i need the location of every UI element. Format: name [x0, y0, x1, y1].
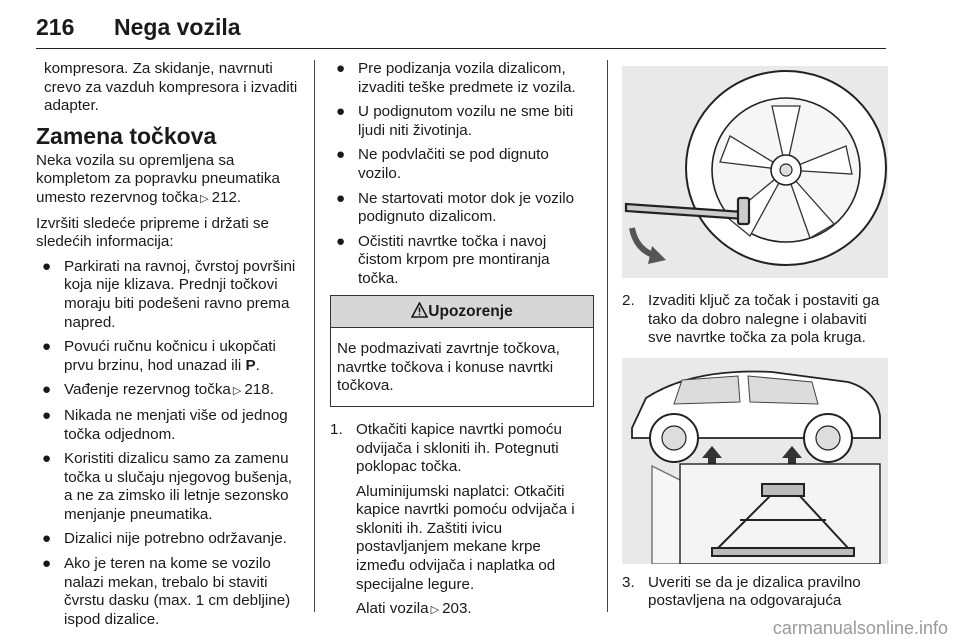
list-item: ● Pre podizanja vozila dizalicom, izvaditi teške predmete iz vozila. [336, 60, 576, 96]
step-item: 2. Izvaditi ključ za točak i postaviti ga tako da dobro nalegne i olabaviti sve navrtke točka za pola kruga. [622, 292, 880, 347]
list-item: ● Ako je teren na kome se vozilo nalazi mekan, trebalo bi staviti čvrstu dasku (max. 1 cm debljine) ispod dizalice. [42, 555, 291, 628]
jack-lifting-illustration [622, 358, 888, 564]
list-item: ● Koristiti dizalicu samo za zamenu točka u slučaju njegovog bušenja, a ne za zimsko ili letnje sezonsko menjanje pneumatika. [42, 450, 292, 523]
list-item: ● Povući ručnu kočnicu i ukopčati prvu brzinu, hod unazad ili P. [42, 338, 276, 374]
page-title: Nega vozila [114, 14, 241, 40]
column-middle [330, 60, 594, 626]
step-item: 1. Otkačiti kapice navrtki pomoću odvijača i skloniti ih. Potegnuti poklopac točka. Aluminijumski naplatci: Otkačiti kapice navrtki pomoću odvijača i skloniti ih. Zaštiti ivicu postavljanjem mekane krpe između odvijača i naplatka od specijalne legure. Alati vozila▷ 203. [330, 421, 594, 620]
page-reference[interactable]: ▷ 203. [429, 600, 472, 617]
column-right [622, 66, 888, 617]
list-item: ● Parkirati na ravnoj, čvrstoj površini koja nije klizava. Prednji točkovi moraju biti podešeni ravno prema napred. [42, 257, 296, 331]
car-jack-icon [622, 358, 888, 564]
steps-list [622, 574, 888, 611]
safety-list [330, 60, 594, 289]
warning-box [330, 295, 594, 407]
warning-triangle-icon [411, 302, 428, 318]
step-item: 3. Uveriti se da je dizalica pravilno postavljena na odgovarajuća [622, 573, 861, 610]
steps-list [330, 421, 594, 620]
list-item: ● Vađenje rezervnog točka▷ 218. [36, 381, 302, 401]
page-reference[interactable]: ▷ 218. [231, 381, 274, 398]
column-divider [314, 60, 315, 612]
step-subtext: Aluminijumski naplatci: Otkačiti kapice navrtki pomoću odvijača i skloniti ih. Zaštiti ivicu postavljanjem mekane krpe između odvijača i naplatka od specijalne legure. [356, 482, 575, 593]
column-left [36, 60, 302, 635]
list-item: ● Ne podvlačiti se pod dignuto vozilo. [336, 146, 549, 182]
list-item: ● U podignutom vozilu ne sme biti ljudi niti životinja. [336, 103, 574, 139]
list-item: ● Dizalici nije potrebno održavanje. [42, 530, 287, 548]
intro-paragraph: Neka vozila su opremljena sa kompletom za popravku pneumatika umesto rezervnog točka▷ 212. [36, 152, 302, 209]
section-title: Zamena točkova [36, 122, 217, 149]
wheel-wrench-illustration [622, 66, 888, 278]
warning-text: Ne podmazivati zavrtnje točkova, navrtke točkova i konuse navrtki točkova. [337, 340, 560, 395]
watermark: carmanualsonline.info [772, 618, 948, 638]
list-item: ● Očistiti navrtke točka i navoj čistom krpom pre montiranja točka. [336, 232, 550, 287]
wheel-icon [622, 66, 888, 278]
page-header [36, 8, 886, 49]
preparation-paragraph: Izvršiti sledeće pripreme i držati se sledećih informacija: [36, 214, 269, 251]
preparation-list [36, 258, 302, 630]
warning-header [331, 296, 593, 329]
warning-title: Upozorenje [428, 302, 513, 320]
steps-list [622, 292, 888, 348]
column-divider [607, 60, 608, 612]
page-number: 216 [36, 14, 75, 40]
continuation-text: kompresora. Za skidanje, navrnuti crevo za vazduh kompresora i izvaditi adapter. [44, 60, 298, 115]
page-reference[interactable]: ▷ 212. [198, 189, 241, 206]
list-item: ● Ne startovati motor dok je vozilo podignuto dizalicom. [336, 189, 575, 226]
list-item: ● Nikada ne menjati više od jednog točka odjednom. [42, 406, 288, 443]
